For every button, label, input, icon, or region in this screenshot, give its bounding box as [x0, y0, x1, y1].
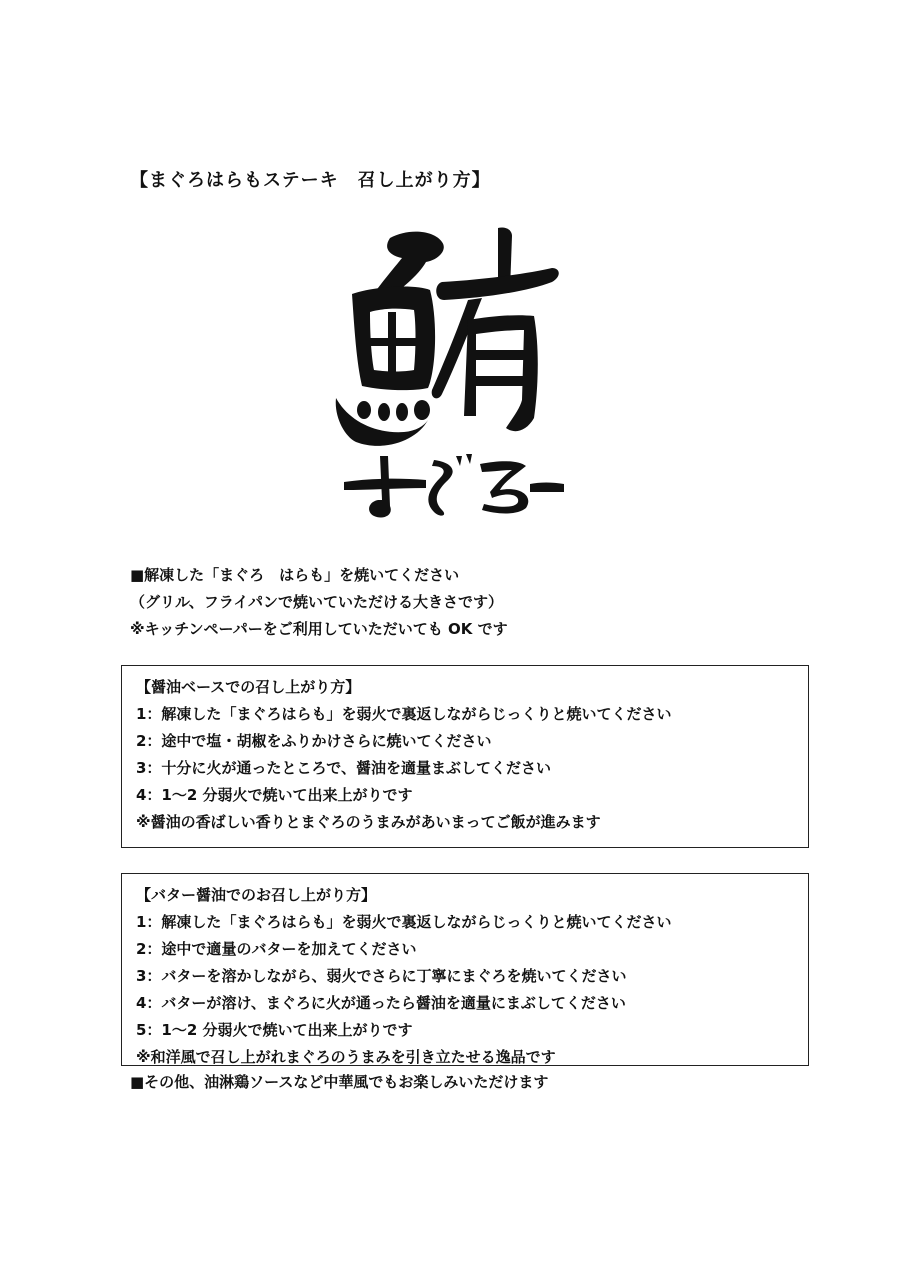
- note-line: ※和洋風で召し上がれまぐろのうまみを引き立たせる逸品です: [136, 1048, 556, 1066]
- soy-sauce-method-box: [121, 665, 809, 848]
- step-line: 5：1～2 分弱火で焼いて出来上がりです: [136, 1021, 413, 1039]
- step-line: 3：バターを溶かしながら、弱火でさらに丁寧にまぐろを焼いてください: [136, 967, 627, 985]
- step-line: 2：途中で適量のバターを加えてください: [136, 940, 417, 958]
- step-line: 4：1～2 分弱火で焼いて出来上がりです: [136, 786, 413, 804]
- step-line: 2：途中で塩・胡椒をふりかけさらに焼いてください: [136, 732, 492, 750]
- intro-line: ※キッチンペーパーをご利用していただいても OK です: [130, 620, 508, 638]
- step-line: 1：解凍した「まぐろはらも」を弱火で裏返しながらじっくりと焼いてください: [136, 705, 672, 723]
- step-line: 3：十分に火が通ったところで、醤油を適量まぶしてください: [136, 759, 551, 777]
- intro-line: （グリル、フライパンで焼いていただける大きさです）: [130, 593, 504, 611]
- intro-line: ■解凍した「まぐろ はらも」を焼いてください: [130, 566, 460, 584]
- page-title: 【まぐろはらもステーキ 召し上がり方】: [130, 170, 491, 191]
- note-line: ※醤油の香ばしい香りとまぐろのうまみがあいまってご飯が進みます: [136, 813, 601, 831]
- step-line: 1：解凍した「まぐろはらも」を弱火で裏返しながらじっくりと焼いてください: [136, 913, 672, 931]
- butter-soy-method-box: [121, 873, 809, 1066]
- box-heading: 【醤油ベースでの召し上がり方】: [136, 678, 361, 696]
- maguro-calligraphy-logo: [330, 220, 570, 520]
- box-heading: 【バター醤油でのお召し上がり方】: [136, 886, 377, 904]
- intro-section: [130, 562, 508, 643]
- closing-note: ■その他、油淋鶏ソースなど中華風でもお楽しみいただけます: [130, 1073, 549, 1091]
- maguro-logo-graphic: [330, 220, 570, 520]
- step-line: 4：バターが溶け、まぐろに火が通ったら醤油を適量にまぶしてください: [136, 994, 626, 1012]
